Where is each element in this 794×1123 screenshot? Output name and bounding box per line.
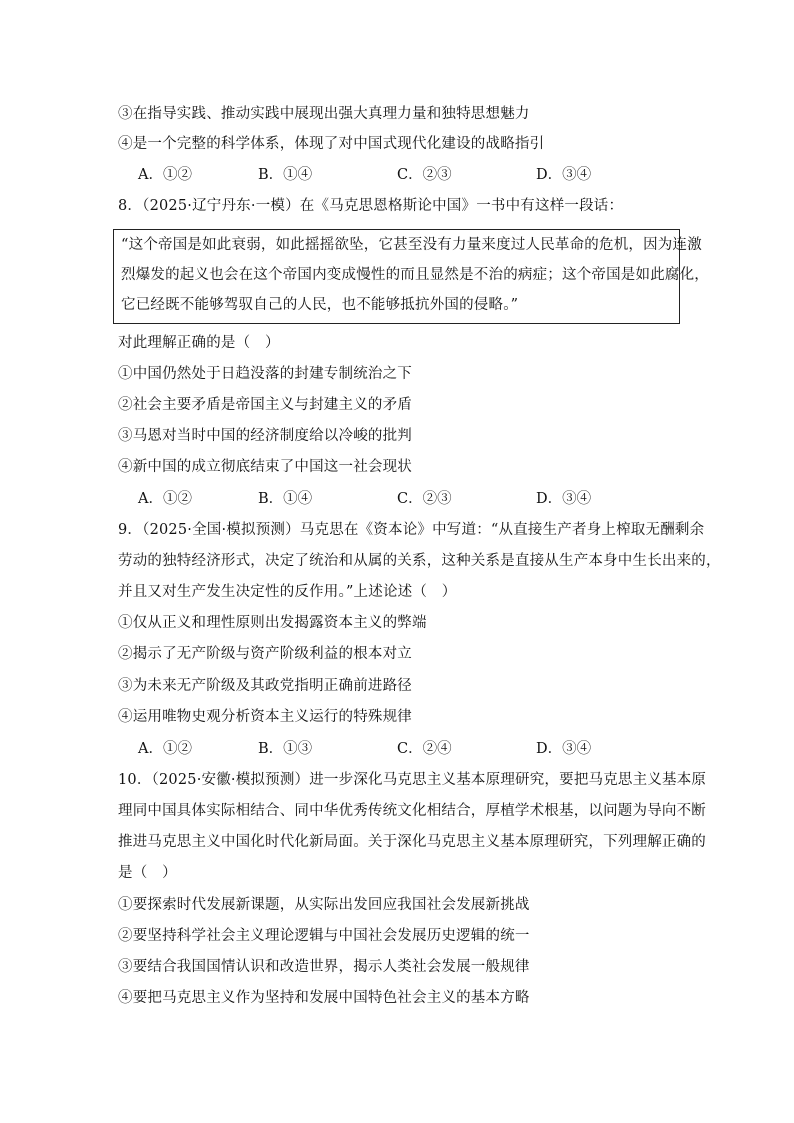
q9-line-3: 并且又对生产发生决定性的反作用。”上述论述（ ） — [118, 584, 457, 600]
q7-option-d: D．③④ — [536, 167, 592, 183]
q8-option-b: B．①④ — [258, 491, 313, 507]
q10-line-4: 是（ ） — [118, 865, 177, 881]
q9-statement-2: ②揭示了无产阶级与资产阶级利益的根本对立 — [118, 646, 412, 662]
q10-statement-4: ④要把马克思主义作为坚持和发展中国特色社会主义的基本方略 — [118, 990, 530, 1006]
q9-statement-1: ①仅从正义和理性原则出发揭露资本主义的弊端 — [118, 615, 427, 631]
q10-statement-2: ②要坚持科学社会主义理论逻辑与中国社会发展历史逻辑的统一 — [118, 928, 530, 944]
q8-header: 8．（2025·辽宁丹东·一模）在《马克思恩格斯论中国》一书中有这样一段话： — [118, 198, 624, 214]
q7-statement-3: ③在指导实践、推动实践中展现出强大真理力量和独特思想魅力 — [118, 106, 530, 122]
q7-option-a: A．①② — [138, 167, 192, 183]
q9-option-a: A．①② — [138, 741, 192, 757]
q10-statement-1: ①要探索时代发展新课题，从实际出发回应我国社会发展新挑战 — [118, 897, 530, 913]
q8-option-d: D．③④ — [536, 491, 592, 507]
q9-statement-3: ③为未来无产阶级及其政党指明正确前进路径 — [118, 678, 412, 694]
q8-statement-1: ①中国仍然处于日趋没落的封建专制统治之下 — [118, 366, 412, 382]
q9-line-2: 劳动的独特经济形式，决定了统治和从属的关系，这种关系是直接从生产本身中生长出来的， — [118, 553, 721, 569]
q9-option-b: B．①③ — [258, 741, 313, 757]
q10-line-2: 理同中国具体实际相结合、同中华优秀传统文化相结合，厚植学术根基，以问题为导向不断 — [118, 803, 706, 819]
q9-line-1: 9．（2025·全国·模拟预测）马克思在《资本论》中写道：“从直接生产者身上榨取无酬剩余 — [118, 522, 705, 538]
q10-statement-3: ③要结合我国国情认识和改造世界，揭示人类社会发展一般规律 — [118, 959, 530, 975]
q8-quote-line-1: “这个帝国是如此衰弱，如此摇摇欲坠，它甚至没有力量来度过人民革命的危机，因为连激 — [121, 237, 702, 253]
q9-option-c: C．②④ — [397, 741, 452, 757]
q8-quote-line-2: 烈爆发的起义也会在这个帝国内变成慢性的而且显然是不治的病症；这个帝国是如此腐化， — [121, 267, 709, 283]
q9-option-d: D．③④ — [536, 741, 592, 757]
q7-statement-4: ④是一个完整的科学体系，体现了对中国式现代化建设的战略指引 — [118, 136, 545, 152]
q8-prompt: 对此理解正确的是（ ） — [118, 335, 280, 351]
q8-statement-4: ④新中国的成立彻底结束了中国这一社会现状 — [118, 459, 412, 475]
q8-quote-line-3: 它已经既不能够驾驭自己的人民，也不能够抵抗外国的侵略。” — [121, 297, 519, 313]
q7-option-b: B．①④ — [258, 167, 313, 183]
q8-option-a: A．①② — [138, 491, 192, 507]
q10-line-1: 10．（2025·安徽·模拟预测）进一步深化马克思主义基本原理研究，要把马克思主义基本原 — [118, 772, 707, 788]
q7-option-c: C．②③ — [397, 167, 452, 183]
q8-quote-box — [113, 229, 709, 324]
q9-statement-4: ④运用唯物史观分析资本主义运行的特殊规律 — [118, 709, 412, 725]
q10-line-3: 推进马克思主义中国化时代化新局面。关于深化马克思主义基本原理研究，下列理解正确的 — [118, 834, 706, 850]
q8-option-c: C．②③ — [397, 491, 452, 507]
q8-statement-2: ②社会主要矛盾是帝国主义与封建主义的矛盾 — [118, 397, 412, 413]
q8-statement-3: ③马恩对当时中国的经济制度给以冷峻的批判 — [118, 428, 412, 444]
